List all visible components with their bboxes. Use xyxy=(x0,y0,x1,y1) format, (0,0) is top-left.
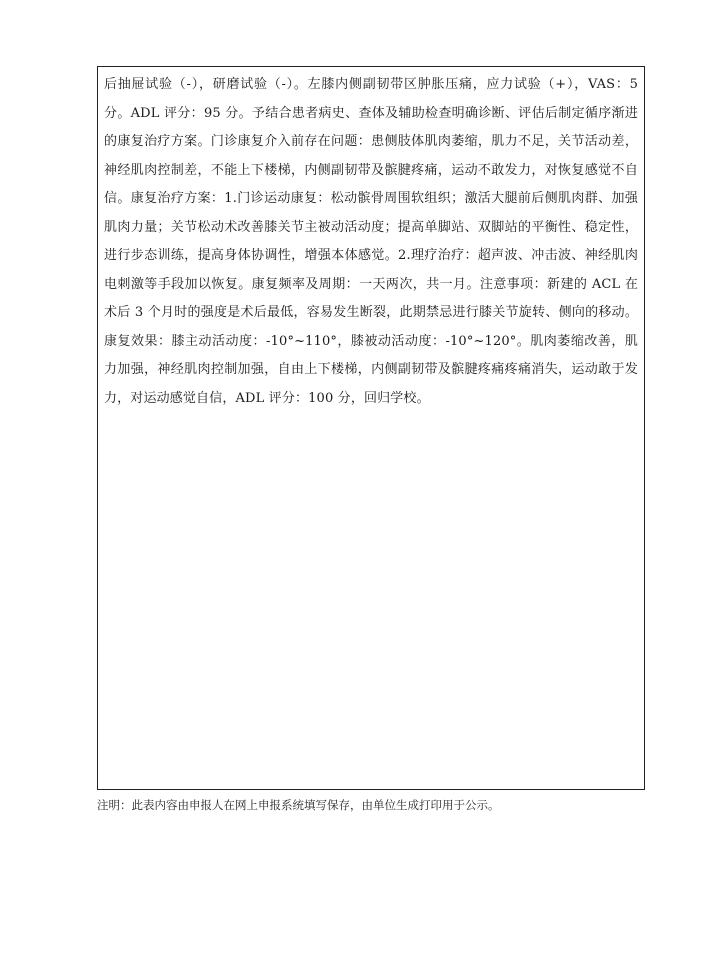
form-table-cell xyxy=(97,66,645,790)
footer-note: 注明：此表内容由申报人在网上申报系统填写保存，由单位生成打印用于公示。 xyxy=(97,798,500,812)
rehabilitation-case-text: 后抽屉试验（-），研磨试验（-）。左膝内侧副韧带区肿胀压痛，应力试验（+），VAS：5 分。ADL 评分：95 分。予结合患者病史、查体及辅助检查明确诊断、评估后制定循序渐进的康复治疗方案。门诊康复介入前存在问题：患侧肢体肌肉萎缩，肌力不足，关节活动差，神经肌肉控制差，不能上下楼梯，内侧副韧带及髌腱疼痛，运动不敢发力，对恢复感觉不自信。康复治疗方案：1.门诊运动康复：松动髌骨周围软组织；激活大腿前后侧肌肉群、加强肌肉力量；关节松动术改善膝关节主被动活动度；提高单脚站、双脚站的平衡性、稳定性，进行步态训练，提高身体协调性，增强本体感觉。2.理疗治疗：超声波、冲击波、神经肌肉电刺激等手段加以恢复。康复频率及周期：一天两次，共一月。注意事项：新建的 ACL 在术后 3 个月时的强度是术后最低，容易发生断裂，此期禁忌进行膝关节旋转、侧向的移动。康复效果：膝主动活动度：-10°~110°，膝被动活动度：-10°~120°。肌肉萎缩改善，肌力加强，神经肌肉控制加强，自由上下楼梯，内侧副韧带及髌腱疼痛疼痛消失，运动敢于发力，对运动感觉自信，ADL 评分：100 分，回归学校。 xyxy=(104,77,638,406)
